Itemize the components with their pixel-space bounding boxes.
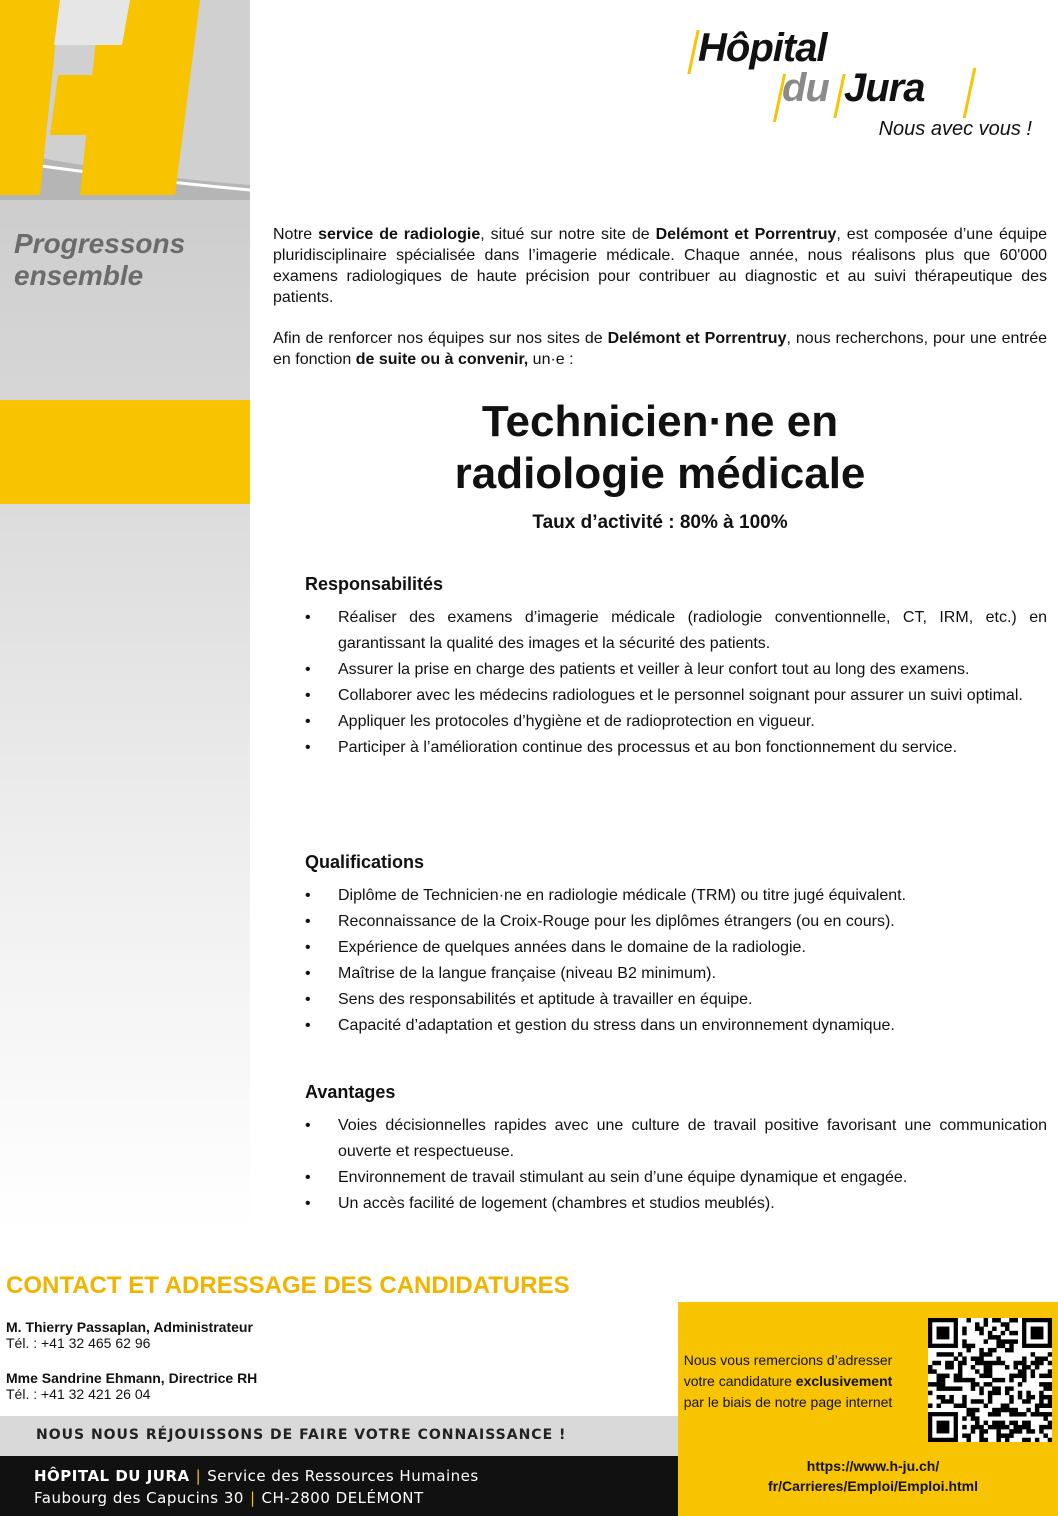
contact-phone: Tél. : +41 32 421 26 04 bbox=[6, 1386, 151, 1402]
text-run: , situé sur notre site de bbox=[480, 226, 656, 243]
apply-url-line-2[interactable]: fr/Carrieres/Emploi/Emploi.html bbox=[767, 1478, 979, 1494]
text-run: par le biais de notre page internet bbox=[683, 1394, 893, 1410]
list-item: • Participer à l’amélioration continue des processus et au bon fonctionnement du service. bbox=[305, 735, 1047, 761]
logo-tagline: Nous avec vous ! bbox=[878, 118, 1032, 140]
job-title bbox=[273, 396, 1047, 500]
welcome-banner bbox=[0, 1416, 678, 1456]
list-item: • Appliquer les protocoles d’hygiène et de radioprotection en vigueur. bbox=[305, 709, 1047, 735]
list-item: • Environnement de travail stimulant au sein d’une équipe dynamique et engagée. bbox=[305, 1165, 1047, 1191]
contact-person bbox=[6, 1370, 257, 1402]
section-heading: Qualifications bbox=[305, 852, 425, 872]
section-heading: Responsabilités bbox=[305, 574, 444, 594]
org-name: HÔPITAL DU JURA bbox=[34, 1467, 190, 1485]
address-line-1 bbox=[34, 1467, 479, 1485]
activity-rate: Taux d’activité : 80% à 100% bbox=[532, 512, 788, 533]
list-item: • Sens des responsabilités et aptitude à travailler en équipe. bbox=[305, 987, 1047, 1013]
address-line-2 bbox=[34, 1489, 424, 1507]
list-item: • Un accès facilité de logement (chambres et studios meublés). bbox=[305, 1191, 1047, 1217]
text-run: Afin de renforcer nos équipes sur nos sites de bbox=[273, 330, 608, 347]
contact-phone: Tél. : +41 32 465 62 96 bbox=[6, 1335, 151, 1351]
apply-link[interactable] bbox=[738, 1456, 1008, 1496]
apply-message bbox=[678, 1350, 898, 1413]
bold-text: Delémont et Porrentruy bbox=[655, 226, 837, 243]
list-item: • Réaliser des examens d’imagerie médicale (radiologie conventionnelle, CT, IRM, etc.) en garantissant la qualité des images et la sécurité des patients. bbox=[305, 605, 1047, 657]
intro bbox=[273, 224, 1047, 390]
intro-paragraph-1 bbox=[273, 224, 1047, 308]
separator: | bbox=[249, 1489, 256, 1507]
job-title-line-1: Technicien·ne en bbox=[481, 397, 839, 446]
contact-name: Mme Sandrine Ehmann, Directrice RH bbox=[6, 1370, 258, 1386]
city: CH-2800 DELÉMONT bbox=[261, 1489, 424, 1507]
list-item: • Reconnaissance de la Croix-Rouge pour les diplômes étrangers (ou en cours). bbox=[305, 909, 1047, 935]
contact-title: CONTACT ET ADRESSAGE DES CANDIDATURES bbox=[6, 1272, 570, 1299]
text-run: , est composée d’une équipe pluridisciplinaire spécialisée dans l’imagerie médicale. Chaque année, nous réalisons plus que 60'000 examens radiologiques de haute précision pour contribuer au diagnostic et au suivi thérapeutique des patients. bbox=[273, 226, 1047, 306]
separator: | bbox=[195, 1467, 202, 1485]
sidebar-yellow-band bbox=[0, 400, 250, 504]
list-item: • Maîtrise de la langue française (niveau B2 minimum). bbox=[305, 961, 1047, 987]
department: Service des Ressources Humaines bbox=[207, 1467, 479, 1485]
bullet-list bbox=[305, 883, 1047, 1039]
address-bar bbox=[0, 1456, 678, 1516]
list-item: • Voies décisionnelles rapides avec une culture de travail positive favorisant une communication ouverte et respectueuse. bbox=[305, 1113, 1047, 1165]
section-qualifications bbox=[305, 852, 1047, 1039]
street: Faubourg des Capucins 30 bbox=[34, 1489, 244, 1507]
logo-word-hopital: Hôpital bbox=[698, 26, 827, 70]
list-item: • Collaborer avec les médecins radiologues et le personnel soignant pour assurer un suivi optimal. bbox=[305, 683, 1047, 709]
section-responsabilites bbox=[305, 574, 1047, 761]
bullet-list bbox=[305, 605, 1047, 761]
slogan bbox=[14, 228, 185, 292]
list-item: • Assurer la prise en charge des patients et veiller à leur confort tout au long des examens. bbox=[305, 657, 1047, 683]
bullet-list bbox=[305, 1113, 1047, 1217]
bold-text: Delémont et Porrentruy bbox=[607, 330, 787, 347]
bold-text: service de radiologie bbox=[318, 226, 481, 243]
apply-box bbox=[678, 1302, 1058, 1516]
text-run: Nous vous remercions d’adresser votre candidature bbox=[683, 1352, 893, 1389]
intro-paragraph-2 bbox=[273, 328, 1047, 370]
bold-text: exclusivement bbox=[795, 1373, 893, 1389]
text-run: Notre bbox=[273, 226, 319, 243]
logo-slash bbox=[963, 68, 977, 118]
text-run: , nous recherchons, pour une entrée en fonction bbox=[273, 330, 1048, 368]
logo-word-du: du bbox=[782, 66, 829, 110]
section-avantages bbox=[305, 1082, 1047, 1217]
job-title-line-2: radiologie médicale bbox=[454, 449, 866, 498]
hospital-logo bbox=[686, 22, 1046, 152]
job-title-block bbox=[273, 396, 1047, 534]
list-item: • Expérience de quelques années dans le domaine de la radiologie. bbox=[305, 935, 1047, 961]
list-item: • Diplôme de Technicien·ne en radiologie médicale (TRM) ou titre jugé équivalent. bbox=[305, 883, 1047, 909]
sidebar bbox=[0, 0, 250, 1230]
contact-person bbox=[6, 1319, 253, 1351]
slogan-line-1: Progressons bbox=[14, 228, 186, 259]
text-run: un·e : bbox=[528, 351, 574, 368]
bold-text: de suite ou à convenir, bbox=[355, 351, 529, 368]
welcome-banner-text: NOUS NOUS RÉJOUISSONS DE FAIRE VOTRE CONNAISSANCE ! bbox=[36, 1427, 567, 1443]
list-item: • Capacité d’adaptation et gestion du stress dans un environnement dynamique. bbox=[305, 1013, 1047, 1039]
h-logo-graphic bbox=[0, 0, 250, 200]
apply-url-line-1[interactable]: https://www.h-ju.ch/ bbox=[806, 1458, 940, 1474]
slogan-line-2: ensemble bbox=[14, 260, 144, 291]
qr-code-icon[interactable] bbox=[928, 1318, 1052, 1442]
contact-name: M. Thierry Passaplan, Administrateur bbox=[6, 1319, 253, 1335]
logo-word-jura: Jura bbox=[844, 66, 925, 110]
section-heading: Avantages bbox=[305, 1082, 396, 1102]
